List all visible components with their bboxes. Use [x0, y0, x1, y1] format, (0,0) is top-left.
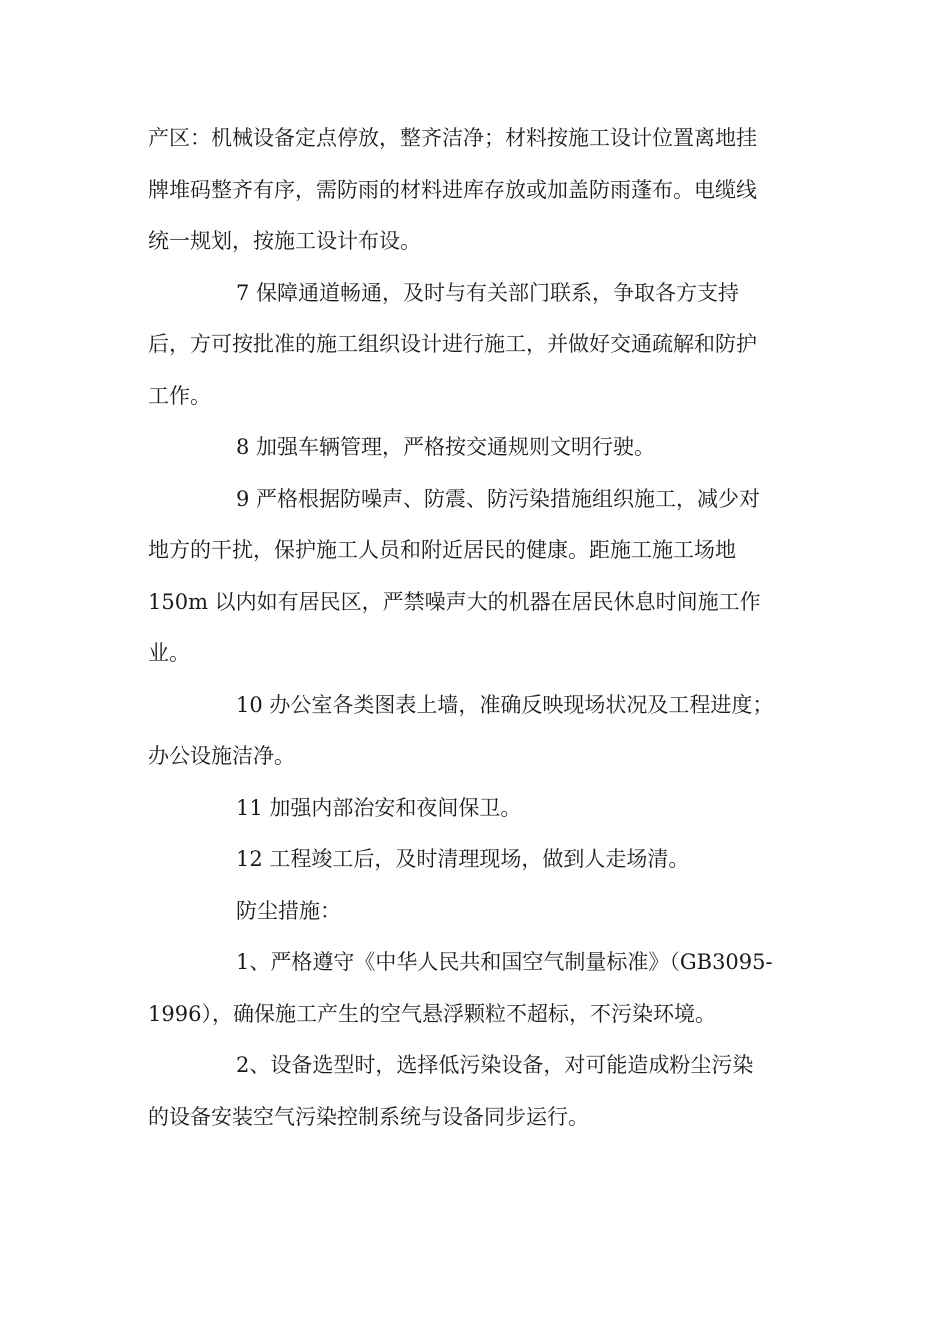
text-line: 11 加强内部治安和夜间保卫。	[236, 795, 522, 820]
text-line: 2、设备选型时，选择低污染设备，对可能造成粉尘污染	[236, 1053, 754, 1077]
text-line: 1、严格遵守《中华人民共和国空气制量标准》（GB3095-	[236, 950, 773, 974]
text-line: 地方的干扰，保护施工人员和附近居民的健康。距施工施工场地	[148, 538, 736, 562]
text-line: 9 严格根据防噪声、防震、防污染措施组织施工，减少对	[236, 486, 761, 511]
text-line: 8 加强车辆管理，严格按交通规则文明行驶。	[236, 435, 656, 459]
text-line: 业。	[148, 641, 190, 665]
paragraph-item-11	[148, 783, 808, 835]
section-heading-dust-measures	[148, 886, 808, 938]
text-line: 统一规划，按施工设计布设。	[148, 229, 421, 253]
paragraph-item-9	[148, 474, 808, 680]
paragraph-dust-1	[148, 937, 808, 1040]
text-line: 的设备安装空气污染控制系统与设备同步运行。	[148, 1104, 589, 1129]
text-line: 产区：机械设备定点停放，整齐洁净；材料按施工设计位置离地挂	[148, 126, 757, 150]
text-line: 防尘措施：	[236, 898, 341, 923]
paragraph-item-10	[148, 680, 808, 783]
paragraph-item-8	[148, 422, 808, 474]
paragraph-item-7	[148, 268, 808, 423]
paragraph-dust-2	[148, 1040, 808, 1143]
document-body	[148, 113, 808, 1143]
text-line: 7 保障通道畅通，及时与有关部门联系，争取各方支持	[236, 280, 740, 305]
text-line: 150m 以内如有居民区，严禁噪声大的机器在居民休息时间施工作	[148, 589, 761, 614]
paragraph-item-12	[148, 834, 808, 886]
text-line: 牌堆码整齐有序，需防雨的材料进库存放或加盖防雨蓬布。电缆线	[148, 177, 757, 202]
text-line: 1996），确保施工产生的空气悬浮颗粒不超标，不污染环境。	[148, 1001, 716, 1026]
text-line: 10 办公室各类图表上墙，准确反映现场状况及工程进度；	[236, 692, 774, 717]
text-line: 12 工程竣工后，及时清理现场，做到人走场清。	[236, 847, 690, 871]
text-line: 工作。	[148, 383, 211, 408]
text-line: 办公设施洁净。	[148, 744, 295, 768]
text-line: 后，方可按批准的施工组织设计进行施工，并做好交通疏解和防护	[148, 332, 757, 356]
paragraph-site-order	[148, 113, 808, 268]
